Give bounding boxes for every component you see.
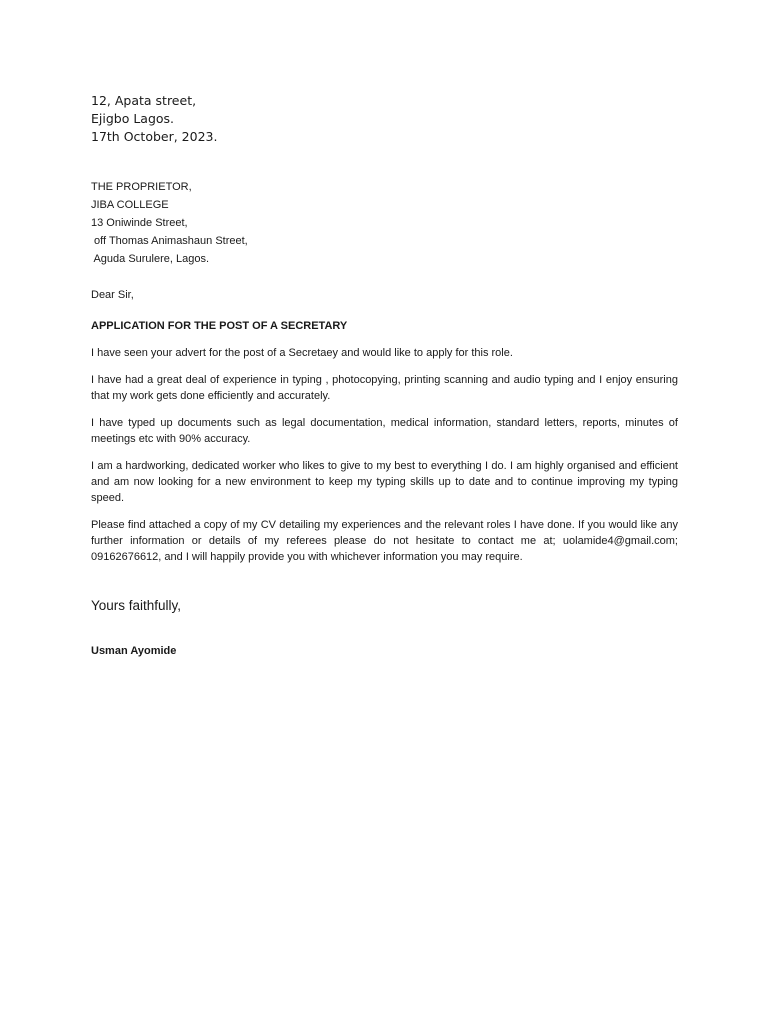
closing: Yours faithfully, (91, 598, 182, 613)
body-paragraph-5: Please find attached a copy of my CV detailing my experiences and the relevant roles I have done. If you would like any further information or details of my referees please do not hesitate to contact me at; uolamide4@gmail.com; 09162676612, and I will happily provide you with whichever information you may require. (91, 519, 678, 563)
body-paragraph-4: I am a hardworking, dedicated worker who likes to give to my best to everything I do. I am highly organised and efficient and am now looking for a new environment to keep my typing skills up to date and to continue improving my typing speed. (91, 460, 678, 504)
recipient-address (91, 178, 248, 268)
letter-date: 17th October, 2023. (91, 129, 218, 144)
sender-address (91, 92, 217, 146)
recipient-line-4: off Thomas Animashaun Street, (91, 235, 248, 247)
recipient-line-5: Aguda Surulere, Lagos. (91, 253, 210, 265)
recipient-line-1: THE PROPRIETOR, (91, 181, 192, 193)
letter-body (91, 345, 678, 576)
sender-address-line-1: 12, Apata street, (91, 93, 197, 108)
body-paragraph-1: I have seen your advert for the post of a Secretaey and would like to apply for this role. (91, 347, 513, 359)
salutation: Dear Sir, (91, 289, 134, 301)
recipient-line-2: JIBA COLLEGE (91, 199, 169, 211)
recipient-line-3: 13 Oniwinde Street, (91, 217, 188, 229)
body-paragraph-3: I have typed up documents such as legal documentation, medical information, standard letters, reports, minutes of meetings etc with 90% accuracy. (91, 417, 678, 445)
signature-name: Usman Ayomide (91, 645, 177, 657)
body-paragraph-2: I have had a great deal of experience in typing , photocopying, printing scanning and audio typing and I enjoy ensuring that my work gets done efficiently and accurately. (91, 374, 678, 402)
sender-address-line-2: Ejigbo Lagos. (91, 111, 175, 126)
subject-heading: APPLICATION FOR THE POST OF A SECRETARY (91, 320, 348, 332)
